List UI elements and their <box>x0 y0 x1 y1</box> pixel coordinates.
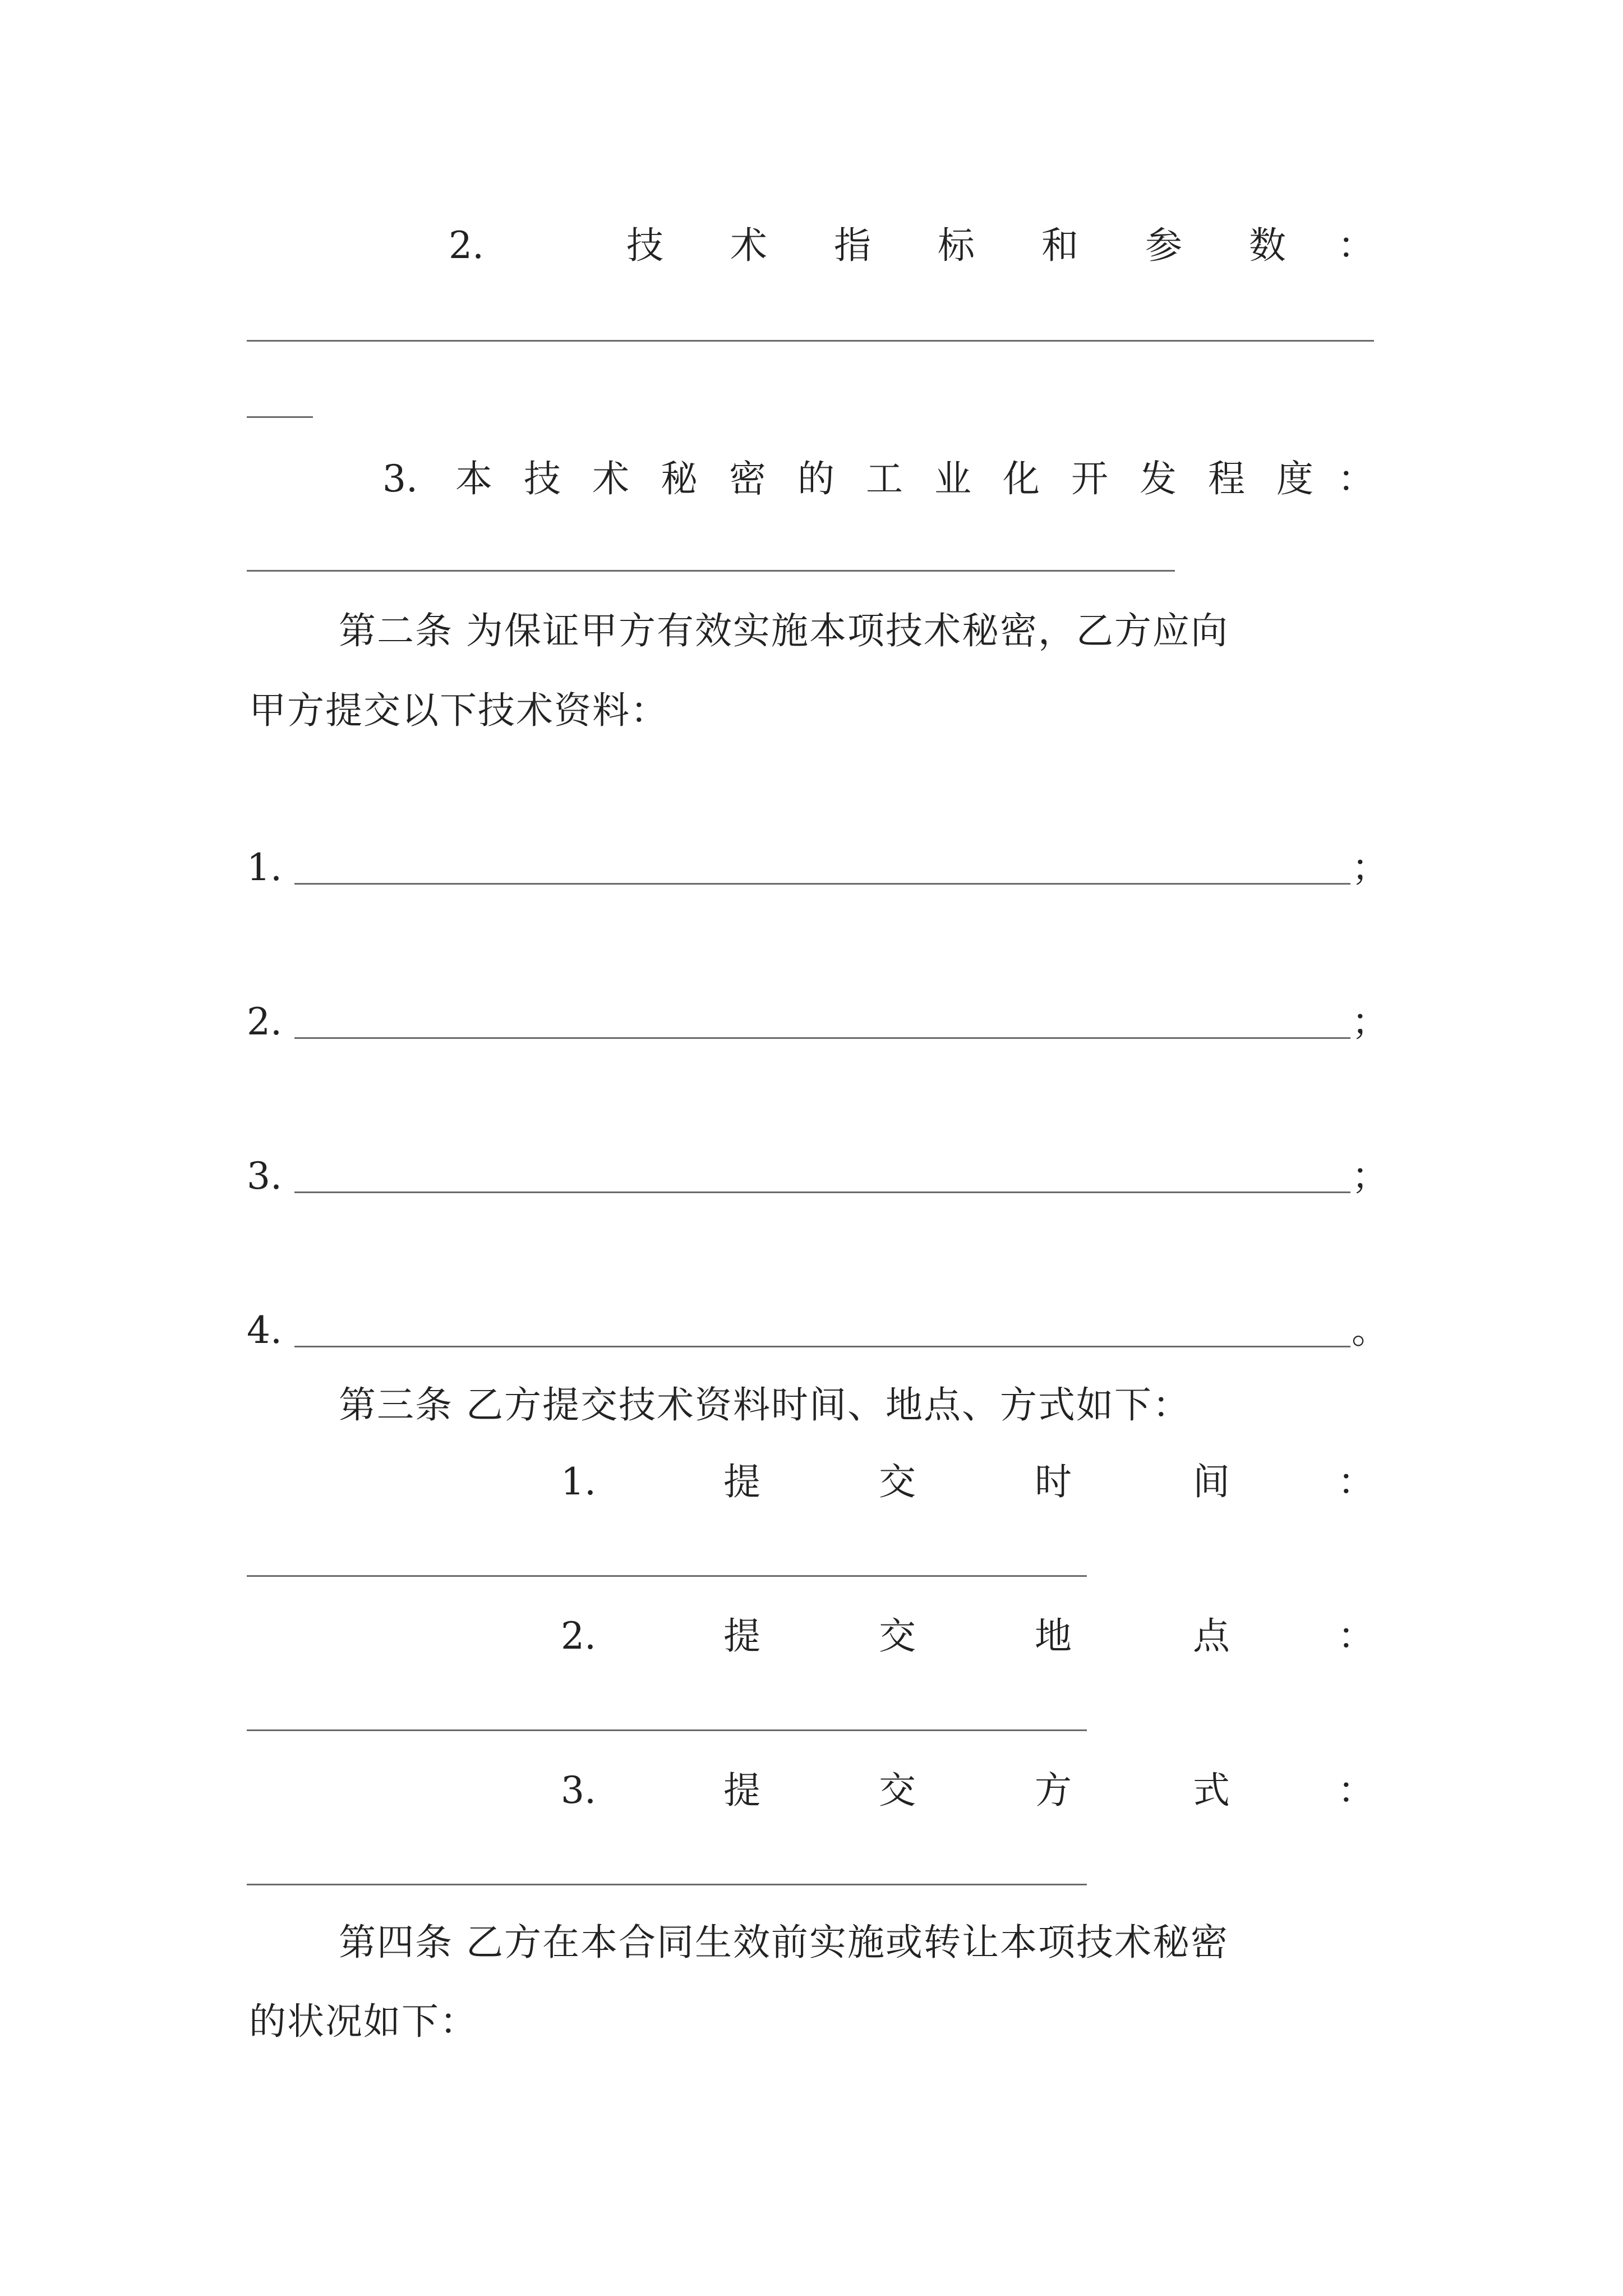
item-3-char: 开 <box>1071 457 1108 500</box>
item-3-char: 工 <box>866 457 903 500</box>
material-3-blank-line[interactable] <box>294 1191 1350 1193</box>
item-2-number: 2. <box>449 224 484 267</box>
item-3-char: 技 <box>524 457 561 500</box>
item-3-char: 业 <box>934 457 971 500</box>
article-3-item-1-blank-line[interactable] <box>247 1575 1087 1577</box>
item-2-char: 数 <box>1249 224 1286 267</box>
article-3-item-3-char: 式 <box>1193 1769 1230 1812</box>
article-3-item-2-number: 2. <box>561 1614 596 1658</box>
article-3-item-2-char: 地 <box>1035 1614 1072 1658</box>
item-3-char: 密 <box>729 457 766 500</box>
item-2-char: 和 <box>1041 224 1078 267</box>
article-3-item-2-char: 交 <box>879 1614 916 1658</box>
material-2-end: ； <box>1352 1000 1389 1043</box>
article-3-item-1-char: 提 <box>723 1460 760 1503</box>
article-3-item-3-char: 提 <box>723 1769 760 1812</box>
item-3-char: 本 <box>455 457 492 500</box>
article-3-item-2-char: 提 <box>723 1614 760 1658</box>
item-2-colon: ： <box>1338 224 1375 267</box>
material-2-blank-line[interactable] <box>294 1037 1350 1039</box>
material-1-number: 1. <box>247 846 282 889</box>
item-2-char: 标 <box>938 224 975 267</box>
item-3-char: 秘 <box>661 457 698 500</box>
article-3-item-2-char: 点 <box>1193 1614 1230 1658</box>
article-3-item-3-number: 3. <box>561 1769 596 1812</box>
item-2-char: 参 <box>1145 224 1182 267</box>
article-2-line-2: 甲方提交以下技术资料： <box>249 689 668 732</box>
item-3-char: 术 <box>592 457 629 500</box>
article-3-item-3-char: 方 <box>1035 1769 1072 1812</box>
item-3-number: 3. <box>382 457 418 500</box>
article-4-line-2: 的状况如下： <box>249 2000 478 2043</box>
article-3-item-1-char: 间 <box>1193 1460 1230 1503</box>
article-3-item-1-char: 交 <box>879 1460 916 1503</box>
item-2-blank-line-tail[interactable] <box>247 416 313 418</box>
item-2-blank-line[interactable] <box>247 340 1374 342</box>
material-1-end: ； <box>1352 846 1389 889</box>
material-4-end: 。 <box>1352 1309 1389 1352</box>
material-4-number: 4. <box>247 1309 282 1352</box>
material-2-number: 2. <box>247 1000 282 1043</box>
article-3-item-1-number: 1. <box>561 1460 596 1503</box>
article-3-item-2-colon: ： <box>1338 1614 1375 1658</box>
article-3-title: 第三条 乙方提交技术资料时间、地点、方式如下： <box>339 1383 1191 1427</box>
article-3-item-3-char: 交 <box>879 1769 916 1812</box>
item-3-char: 度 <box>1276 457 1313 500</box>
material-1-blank-line[interactable] <box>294 883 1350 885</box>
material-3-end: ； <box>1352 1154 1389 1198</box>
item-3-colon: ： <box>1338 457 1375 500</box>
article-2-line-1: 第二条 为保证甲方有效实施本项技术秘密，乙方应向 <box>339 609 1229 652</box>
item-3-char: 的 <box>797 457 834 500</box>
article-3-item-2-blank-line[interactable] <box>247 1729 1087 1731</box>
article-3-item-3-blank-line[interactable] <box>247 1884 1087 1885</box>
item-3-char: 程 <box>1208 457 1245 500</box>
article-3-item-1-char: 时 <box>1035 1460 1072 1503</box>
article-3-item-1-colon: ： <box>1338 1460 1375 1503</box>
article-3-item-3-colon: ： <box>1338 1769 1375 1812</box>
material-3-number: 3. <box>247 1154 282 1198</box>
material-4-blank-line[interactable] <box>294 1346 1350 1347</box>
article-4-line-1: 第四条 乙方在本合同生效前实施或转让本项技术秘密 <box>339 1921 1229 1964</box>
item-2-char: 指 <box>834 224 871 267</box>
item-2-char: 技 <box>626 224 663 267</box>
item-3-char: 发 <box>1140 457 1177 500</box>
item-3-char: 化 <box>1003 457 1040 500</box>
item-2-char: 术 <box>730 224 767 267</box>
item-3-blank-line[interactable] <box>247 570 1175 572</box>
